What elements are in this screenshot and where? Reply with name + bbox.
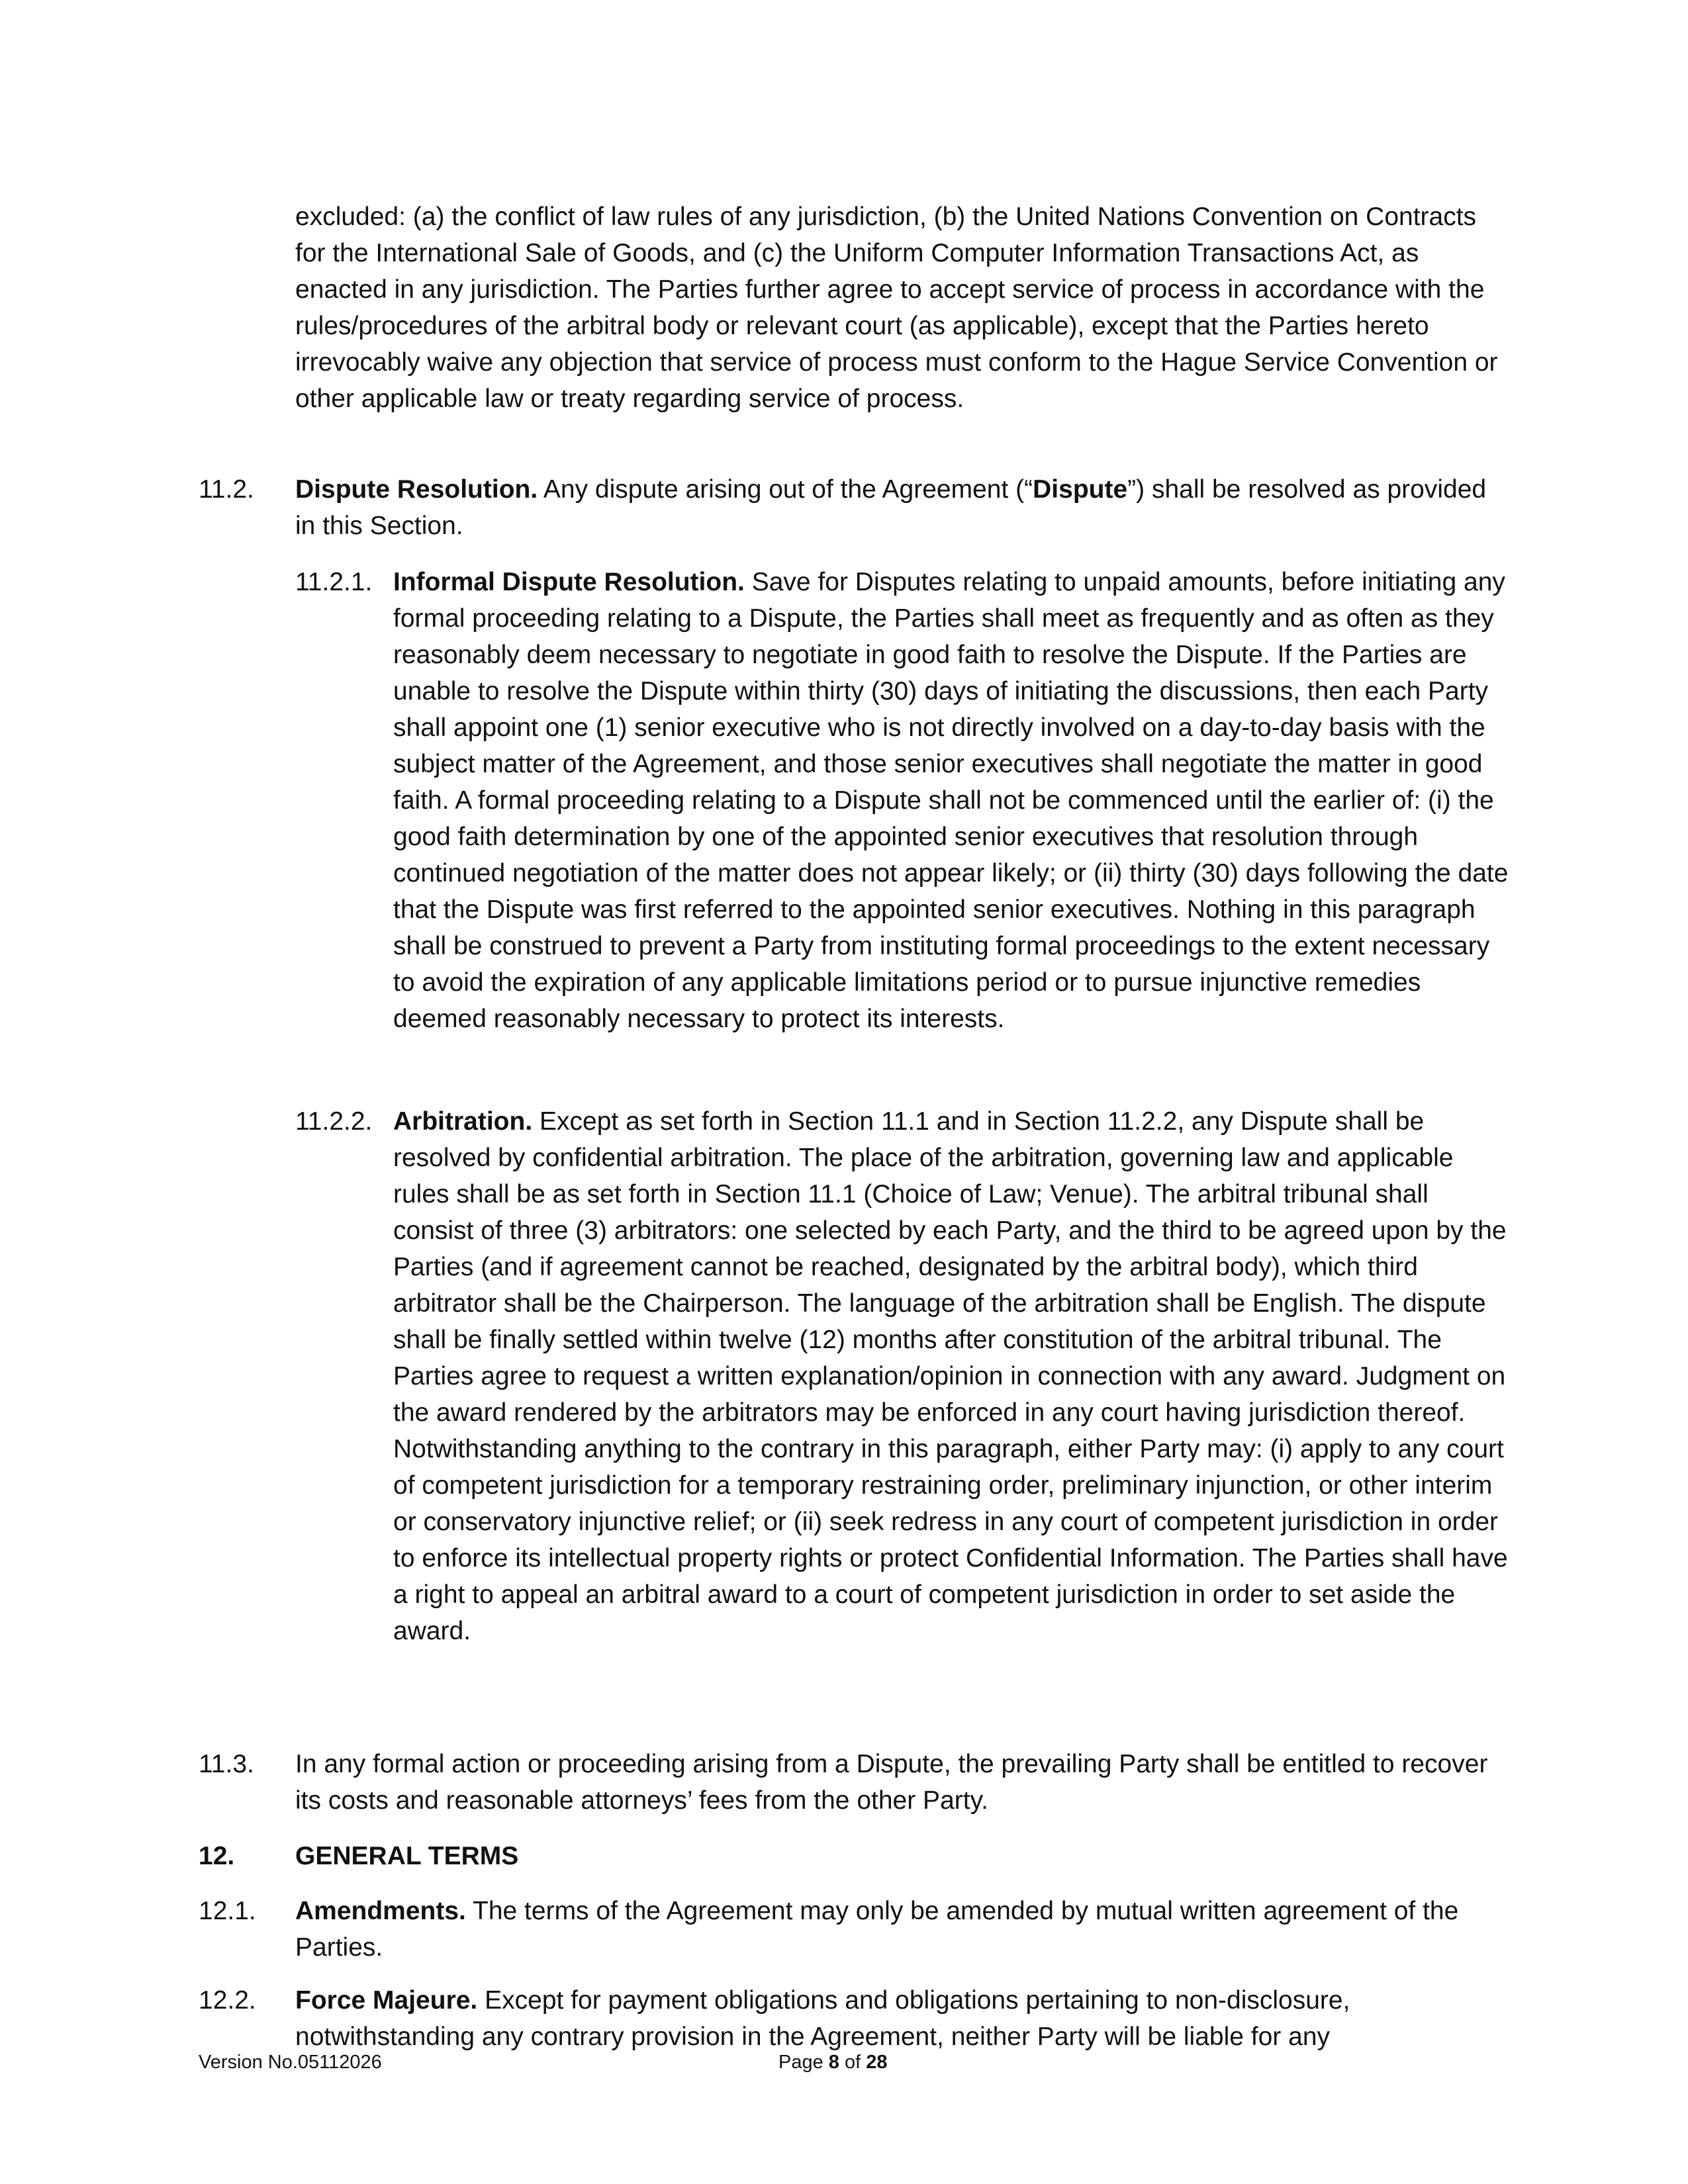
section-11-2-1-number: 11.2.1.	[295, 568, 373, 596]
section-11-2-2-title: Arbitration.	[393, 1107, 533, 1136]
footer-page-current: 8	[828, 2052, 839, 2073]
section-11-2-2-body	[393, 1103, 1513, 1649]
section-12-2-text: Except for payment obligations and obligations pertaining to non-disclosure, notwithstanding any contrary provision in the Agreement, neither Party will be liable for any	[295, 1986, 1350, 2051]
section-11-3-body	[295, 1746, 1513, 1819]
section-12-2-body	[295, 1982, 1513, 2055]
section-11-2-1-text: Save for Disputes relating to unpaid amounts, before initiating any formal proceeding relating to a Dispute, the Parties shall meet as frequently and as often as they reasonably deem necessary to negotiate in good faith to resolve the Dispute. If the Parties are unable to resolve the Dispute within thirty (30) days of initiating the discussions, then each Party shall appoint one (1) senior executive who is not directly involved on a day-to-day basis with the subject matter of the Agreement, and those senior executives shall negotiate the matter in good faith. A formal proceeding relating to a Dispute shall not be commenced until the earlier of: (i) the good faith determination by one of the appointed senior executives that resolution through continued negotiation of the matter does not appear likely; or (ii) thirty (30) days following the date that the Dispute was first referred to the appointed senior executives. Nothing in this paragraph shall be construed to prevent a Party from instituting formal proceedings to the extent necessary to avoid the expiration of any applicable limitations period or to pursue injunctive remedies deemed reasonably necessary to protect its interests.	[393, 568, 1509, 1033]
footer-page-number	[778, 2050, 888, 2074]
section-11-2-number: 11.2.	[199, 475, 254, 504]
footer-version: Version No.05112026	[199, 2052, 382, 2073]
section-12-2-number: 12.2.	[199, 1986, 256, 2015]
footer-page-total: 28	[866, 2052, 888, 2073]
section-11-1-continuation	[295, 199, 1513, 417]
section-11-2-2-text: Except as set forth in Section 11.1 and in Section 11.2.2, any Dispute shall be resolved by confidential arbitration. The place of the arbitration, governing law and applicable rules shall be as set forth in Section 11.1 (Choice of Law; Venue). The arbitral tribunal shall consist of three (3) arbitrators: one selected by each Party, and the third to be agreed upon by the Parties (and if agreement cannot be reached, designated by the arbitral body), which third arbitrator shall be the Chairperson. The language of the arbitration shall be English. The dispute shall be finally settled within twelve (12) months after constitution of the arbitral tribunal. The Parties agree to request a written explanation/opinion in connection with any award. Judgment on the award rendered by the arbitrators may be enforced in any court having jurisdiction thereof. Notwithstanding anything to the contrary in this paragraph, either Party may: (i) apply to any court of competent jurisdiction for a temporary restraining order, preliminary injunction, or other interim or conservatory injunctive relief; or (ii) seek redress in any court of competent jurisdiction in order to enforce its intellectual property rights or protect Confidential Information. The Parties shall have a right to appeal an arbitral award to a court of competent jurisdiction in order to set aside the award.	[393, 1107, 1508, 1645]
section-12-2-title: Force Majeure.	[295, 1986, 478, 2015]
section-11-2-1-title: Informal Dispute Resolution.	[393, 568, 745, 596]
footer-page-prefix: Page	[778, 2052, 829, 2073]
section-12-number: 12.	[199, 1842, 235, 1870]
section-11-2-1-body	[393, 564, 1513, 1037]
section-12-1-body	[295, 1893, 1513, 1966]
footer-page-of: of	[839, 2052, 867, 2073]
defined-term-dispute: Dispute	[1033, 475, 1128, 504]
section-12-title: GENERAL TERMS	[295, 1842, 519, 1870]
section-11-3-text: In any formal action or proceeding arising from a Dispute, the prevailing Party shall be entitled to recover its costs and reasonable attorneys’ fees from the other Party.	[295, 1750, 1488, 1815]
section-12-1-number: 12.1.	[199, 1897, 256, 1925]
section-11-2-text-b: ”) shall be resolved as provided in this Section.	[295, 475, 1487, 540]
section-11-2-text-a: Any dispute arising out of the Agreement (“	[538, 475, 1033, 504]
section-11-2-body	[295, 471, 1513, 544]
section-11-3-number: 11.3.	[199, 1750, 254, 1778]
continuation-text: excluded: (a) the conflict of law rules of any jurisdiction, (b) the United Nations Convention on Contracts for the International Sale of Goods, and (c) the Uniform Computer Information Transactions Act, as enacted in any jurisdiction. The Parties further agree to accept service of process in accordance with the rules/procedures of the arbitral body or relevant court (as applicable), except that the Parties hereto irrevocably waive any objection that service of process must conform to the Hague Service Convention or other applicable law or treaty regarding service of process.	[295, 203, 1498, 413]
section-11-2-2-number: 11.2.2.	[295, 1107, 373, 1136]
section-12-1-title: Amendments.	[295, 1897, 466, 1925]
section-11-2-title: Dispute Resolution.	[295, 475, 538, 504]
section-12-1-text: The terms of the Agreement may only be amended by mutual written agreement of the Parties.	[295, 1897, 1459, 1962]
